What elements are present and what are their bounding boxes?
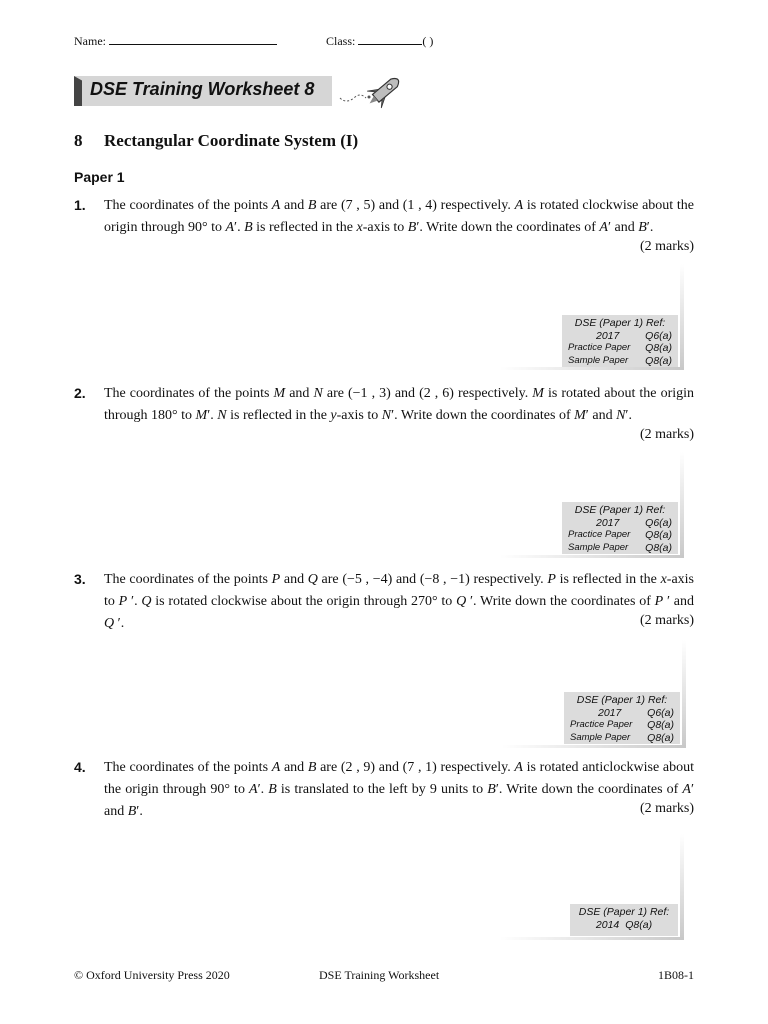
dse-reference-box: [564, 692, 680, 744]
answer-area-divider: [500, 937, 684, 940]
question-number: 3.: [74, 571, 86, 587]
question-text: The coordinates of the points P and Q are (−5 , −4) and (−8 , −1) respectively. P is reflected in the x-axis to P ′. Q is rotated clockwise about the origin through 270° to Q ′. Write down the coordinates of P ′ and Q ′.: [104, 572, 695, 631]
reference-source: Sample Paper: [570, 731, 631, 743]
dse-reference-box: [562, 502, 678, 554]
reference-question: Q8(a): [645, 342, 672, 354]
reference-source: Practice Paper: [570, 719, 633, 730]
reference-question: Q6(a): [647, 706, 674, 719]
worksheet-title: DSE Training Worksheet 8: [90, 79, 315, 99]
section-title: Paper 1: [74, 169, 125, 185]
question-text: The coordinates of the points A and B are (7 , 5) and (1 , 4) respectively. A is rotated clockwise about the origin through 90° to A′. B is reflected in the x-axis to B′. Write down the coordinates of A′ and B′.: [104, 198, 694, 235]
chapter-title: Rectangular Coordinate System (I): [104, 131, 359, 150]
footer-page-number: 1B08-1: [658, 968, 694, 982]
question-marks: (2 marks): [639, 801, 694, 816]
answer-area-divider: [500, 367, 684, 370]
reference-heading: DSE (Paper 1) Ref:: [574, 317, 666, 329]
reference-question: Q8(a): [625, 918, 653, 931]
reference-year: 2017: [596, 516, 620, 529]
reference-heading: DSE (Paper 1) Ref:: [574, 504, 666, 516]
reference-year: 2017: [598, 706, 622, 719]
class-number-parens: ( ): [422, 34, 434, 48]
question-number: 1.: [74, 197, 86, 213]
worksheet-banner: [74, 76, 332, 106]
rocket-icon: [336, 68, 412, 110]
question-text: The coordinates of the points A and B are (2 , 9) and (7 , 1) respectively. A is rotated anticlockwise about the origin through 90° to A′. B is translated to the left by 9 units to B′. Write down the coordinates of A′ and B′.: [104, 760, 694, 819]
reference-question: Q8(a): [645, 529, 672, 541]
reference-question: Q8(a): [645, 541, 672, 554]
footer-title: DSE Training Worksheet: [319, 968, 440, 982]
dse-reference-box: [570, 904, 678, 936]
answer-area-divider: [500, 555, 684, 558]
reference-source: Practice Paper: [568, 529, 631, 540]
question-marks: (2 marks): [639, 613, 694, 628]
answer-area-divider: [680, 264, 684, 370]
reference-question: Q6(a): [645, 516, 672, 529]
question-number: 2.: [74, 385, 86, 401]
question-marks: (2 marks): [639, 239, 694, 254]
reference-year: 2014: [595, 918, 620, 931]
reference-source: Sample Paper: [568, 541, 629, 553]
reference-source: Practice Paper: [568, 342, 631, 353]
question-text: The coordinates of the points M and N are (−1 , 3) and (2 , 6) respectively. M is rotated about the origin through 180° to M′. N is reflected in the y-axis to N′. Write down the coordinates of M′ and N′.: [104, 386, 695, 423]
reference-question: Q8(a): [647, 731, 674, 744]
name-label: Name:: [74, 34, 106, 48]
answer-area-divider: [680, 834, 684, 940]
answer-area-divider: [502, 745, 686, 748]
chapter-heading: [74, 131, 358, 151]
name-blank[interactable]: [109, 34, 277, 45]
question-number: 4.: [74, 759, 86, 775]
reference-question: Q8(a): [647, 719, 674, 731]
reference-heading: DSE (Paper 1) Ref:: [578, 906, 670, 918]
answer-area-divider: [682, 640, 686, 748]
reference-question: Q8(a): [645, 354, 672, 367]
reference-heading: DSE (Paper 1) Ref:: [576, 694, 668, 706]
answer-area-divider: [680, 452, 684, 558]
name-field: [74, 34, 277, 49]
reference-year: 2017: [596, 329, 620, 342]
dse-reference-box: [562, 315, 678, 367]
chapter-number: 8: [74, 131, 83, 150]
reference-question: Q6(a): [645, 329, 672, 342]
class-label: Class:: [326, 34, 356, 48]
class-blank[interactable]: [358, 34, 422, 45]
reference-source: Sample Paper: [568, 354, 629, 366]
question-marks: (2 marks): [639, 427, 694, 442]
banner-tab-decoration: [74, 76, 82, 106]
class-field: [326, 34, 433, 49]
footer-copyright: © Oxford University Press 2020: [74, 968, 230, 982]
